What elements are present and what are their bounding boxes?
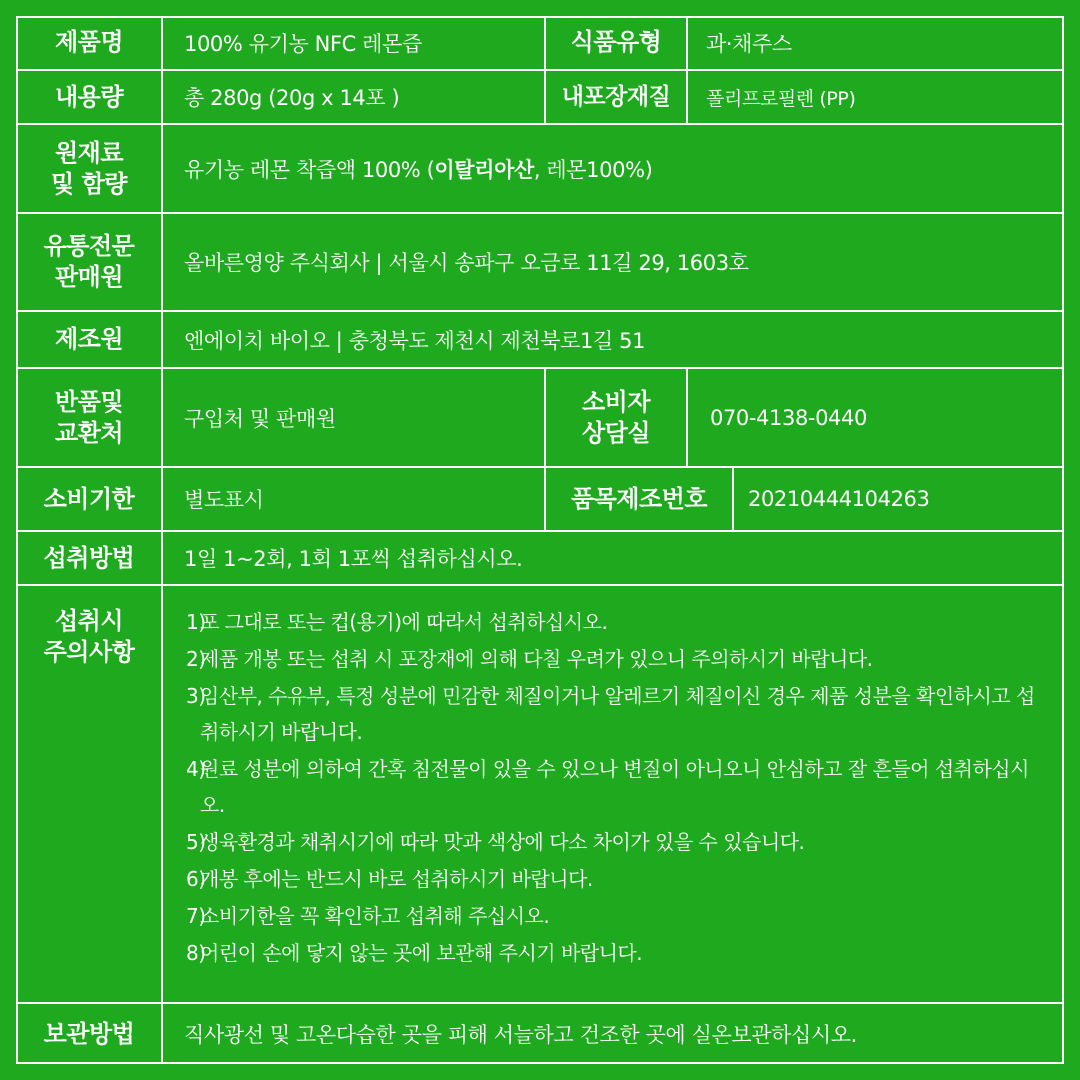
cautions-list bbox=[164, 604, 1044, 972]
row-returns bbox=[16, 369, 1064, 468]
label-intake: 섭취방법 bbox=[43, 543, 135, 572]
label-seller: 유통전문 판매원 bbox=[43, 232, 135, 291]
list-item bbox=[164, 861, 1044, 897]
value-ingredients bbox=[162, 125, 1062, 212]
label-returns: 반품및 교환처 bbox=[54, 387, 124, 447]
row-storage bbox=[16, 1004, 1064, 1064]
value-seller: 올바른영양 주식회사 | 서울시 송파구 오금로 11길 29, 1603호 bbox=[184, 251, 749, 275]
list-item-text: 생육환경과 채취시기에 따라 맛과 색상에 다소 차이가 있을 수 있습니다. bbox=[200, 830, 805, 854]
list-item-number: 1) bbox=[186, 610, 206, 634]
label-consumer-center: 소비자 상담실 bbox=[581, 387, 651, 447]
row-ingredients bbox=[16, 125, 1064, 214]
list-item bbox=[164, 751, 1044, 823]
list-item-text: 개봉 후에는 반드시 바로 섭취하시기 바랍니다. bbox=[200, 867, 593, 891]
value-consumer-phone: 070-4138-0440 bbox=[710, 405, 867, 430]
ingredients-prefix: 유기농 레몬 착즙액 100% ( bbox=[184, 157, 435, 182]
list-item-text: 포 그대로 또는 컵(용기)에 따라서 섭취하십시오. bbox=[200, 610, 608, 634]
list-item-number: 8) bbox=[186, 941, 206, 965]
ingredients-suffix: , 레몬100%) bbox=[533, 157, 653, 182]
row-seller bbox=[16, 214, 1064, 312]
list-item bbox=[164, 641, 1044, 677]
list-item-text: 원료 성분에 의하여 간혹 침전물이 있을 수 있으나 변질이 아니오니 안심하고 잘 흔들어 섭취하십시오. bbox=[200, 757, 1029, 817]
value-expiry: 별도표시 bbox=[184, 488, 264, 512]
list-item-text: 제품 개봉 또는 섭취 시 포장재에 의해 다칠 우려가 있으니 주의하시기 바랍니다. bbox=[200, 647, 873, 671]
label-packaging: 내포장재질 bbox=[561, 83, 671, 110]
list-item-number: 3) bbox=[186, 684, 206, 708]
label-food-type: 식품유형 bbox=[570, 28, 662, 56]
label-manufacturer: 제조원 bbox=[54, 325, 124, 353]
list-item-text: 소비기한을 꼭 확인하고 섭취해 주십시오. bbox=[200, 904, 550, 928]
value-volume: 총 280g (20g x 14포 ) bbox=[184, 86, 400, 110]
list-item-number: 2) bbox=[186, 647, 206, 671]
value-manufacturer: 엔에이치 바이오 | 충청북도 제천시 제천북로1길 51 bbox=[184, 328, 646, 353]
row-volume bbox=[16, 71, 1064, 125]
list-item-number: 6) bbox=[186, 867, 206, 891]
label-cautions: 섭취시 주의사항 bbox=[43, 607, 135, 666]
list-item bbox=[164, 898, 1044, 934]
list-item bbox=[164, 604, 1044, 640]
list-item bbox=[164, 935, 1044, 971]
divider bbox=[161, 586, 163, 1002]
label-product-name: 제품명 bbox=[54, 28, 124, 56]
list-item-number: 5) bbox=[186, 830, 206, 854]
value-report-number: 20210444104263 bbox=[748, 487, 930, 511]
label-ingredients: 원재료 및 함량 bbox=[51, 138, 127, 198]
value-packaging: 폴리프로필렌 (PP) bbox=[706, 87, 856, 110]
row-product bbox=[16, 16, 1064, 71]
value-returns: 구입처 및 판매원 bbox=[184, 406, 336, 431]
list-item-text: 임산부, 수유부, 특정 성분에 민감한 체질이거나 알레르기 체질이신 경우 제품 성분을 확인하시고 섭취하시기 바랍니다. bbox=[200, 684, 1035, 744]
row-intake bbox=[16, 532, 1064, 586]
label-expiry: 소비기한 bbox=[43, 484, 135, 513]
value-intake: 1일 1~2회, 1회 1포씩 섭취하십시오. bbox=[184, 547, 523, 571]
label-storage: 보관방법 bbox=[43, 1019, 135, 1048]
list-item-number: 4) bbox=[186, 757, 206, 781]
list-item bbox=[164, 678, 1044, 750]
value-product-name: 100% 유기농 NFC 레몬즙 bbox=[184, 31, 422, 56]
ingredients-origin: 이탈리아산 bbox=[434, 157, 534, 182]
list-item bbox=[164, 824, 1044, 860]
label-report-number: 품목제조번호 bbox=[570, 484, 708, 513]
value-storage: 직사광선 및 고온다습한 곳을 피해 서늘하고 건조한 곳에 실온보관하십시오. bbox=[184, 1023, 857, 1047]
list-item-text: 어린이 손에 닿지 않는 곳에 보관해 주시기 바랍니다. bbox=[200, 941, 643, 965]
row-manufacturer bbox=[16, 312, 1064, 369]
list-item-number: 7) bbox=[186, 904, 206, 928]
label-volume: 내용량 bbox=[54, 82, 124, 111]
value-food-type: 과·채주스 bbox=[706, 31, 792, 56]
row-expiry bbox=[16, 468, 1064, 532]
